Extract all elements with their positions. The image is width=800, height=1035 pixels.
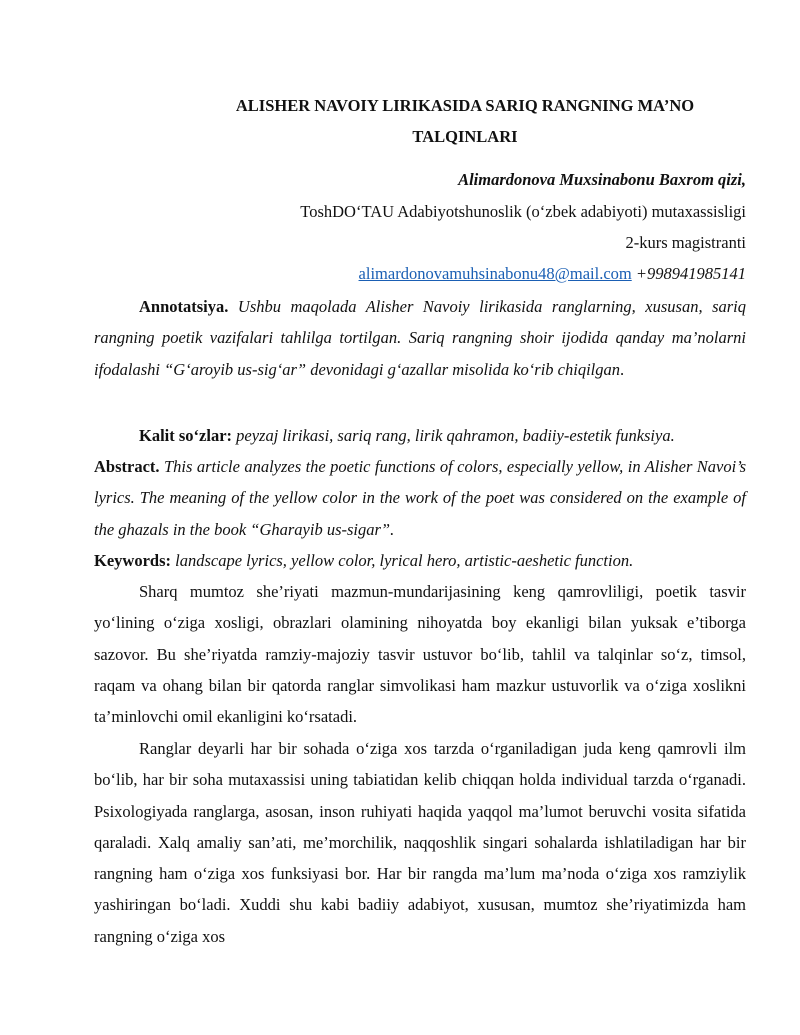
author-contact: [94, 264, 746, 284]
body-paragraph-1: Sharq mumtoz she’riyati mazmun-mundarijasining keng qamrovliligi, poetik tasvir yo‘lining o‘ziga xosligi, obrazlari olamining nihoyatda boy ekanligi bilan yuksak e’tiborga sazovor. Bu she’riyatda ramziy-majoziy tasvir ustuvor bo‘lib, tahlil va talqinlar so‘z, timsol, raqam va ohang bilan bir qatorda ranglar simvolikasi ham mazkur ustuvorlik va o‘ziga xoslikni ta’minlovchi omil ekanligini ko‘rsatadi.: [94, 582, 746, 727]
body-paragraph-2: Ranglar deyarli har bir sohada o‘ziga xos tarzda o‘rganiladigan juda keng qamrovli ilm bo‘lib, har bir soha mutaxassisi uning tabiatidan kelib chiqqan holda individual tarzda o‘rganadi. Psixologiyada ranglarga, asosan, inson ruhiyati haqida yaqqol ma’lumot beruvchi vosita sifatida qaraladi. Xalq amaliy san’ati, me’morchilik, naqqoshlik singari sohalarda ishlatiladigan har bir rangning ham o‘ziga xos funksiyasi bor. Har bir rangda ma’lum ma’noda o‘ziga xos ramziylik yashiringan bo‘ladi. Xuddi shu kabi badiiy adabiyot, xususan, mumtoz she’riyatimizda ham rangning o‘ziga xos: [94, 739, 746, 946]
article-title-line-1: ALISHER NAVOIY LIRIKASIDA SARIQ RANGNING MA’NO: [235, 96, 695, 115]
keywords-en-paragraph: [94, 545, 746, 576]
annotation-label: Annotatsiya.: [139, 297, 229, 316]
author-course: 2-kurs magistranti: [625, 233, 746, 252]
keywords-uz-label: Kalit so‘zlar:: [139, 426, 233, 445]
keywords-uz-text: peyzaj lirikasi, sariq rang, lirik qahramon, badiiy-estetik funksiya.: [236, 426, 675, 445]
annotation-text: Ushbu maqolada Alisher Navoiy lirikasida ranglarning, xususan, sariq rangning poetik vazifalari tahlilga tortilgan. Sariq rangning shoir ijodida qanday ma’nolarni ifodalashi “G‘aroyib us-sig‘ar” devonidagi g‘azallar misolida ko‘rib chiqilgan: [94, 297, 747, 379]
abstract-label: Abstract.: [94, 457, 160, 476]
abstract-paragraph: [94, 451, 746, 545]
keywords-uz-paragraph: [94, 420, 746, 451]
annotation-paragraph: [94, 291, 746, 385]
author-name: Alimardonova Muxsinabonu Baxrom qizi,: [458, 170, 746, 189]
author-email-link[interactable]: alimardonovamuhsinabonu48@mail.com: [358, 264, 632, 283]
article-title-line-2: TALQINLARI: [412, 127, 518, 146]
keywords-en-label: Keywords:: [94, 551, 171, 570]
article-title: [94, 90, 746, 152]
abstract-text: This article analyzes the poetic functions of colors, especially yellow, in Alisher Navoi’s lyrics. The meaning of the yellow color in the work of the poet was considered on the example of the ghazals in the book “Gharayib us-sigar”.: [94, 457, 746, 539]
annotation-end: .: [620, 359, 625, 379]
keywords-en-text: landscape lyrics, yellow color, lyrical hero, artistic-aeshetic function.: [175, 551, 634, 570]
author-phone: +998941985141: [635, 264, 746, 283]
author-affiliation: ToshDO‘TAU Adabiyotshunoslik (o‘zbek adabiyoti) mutaxassisligi: [300, 202, 746, 221]
